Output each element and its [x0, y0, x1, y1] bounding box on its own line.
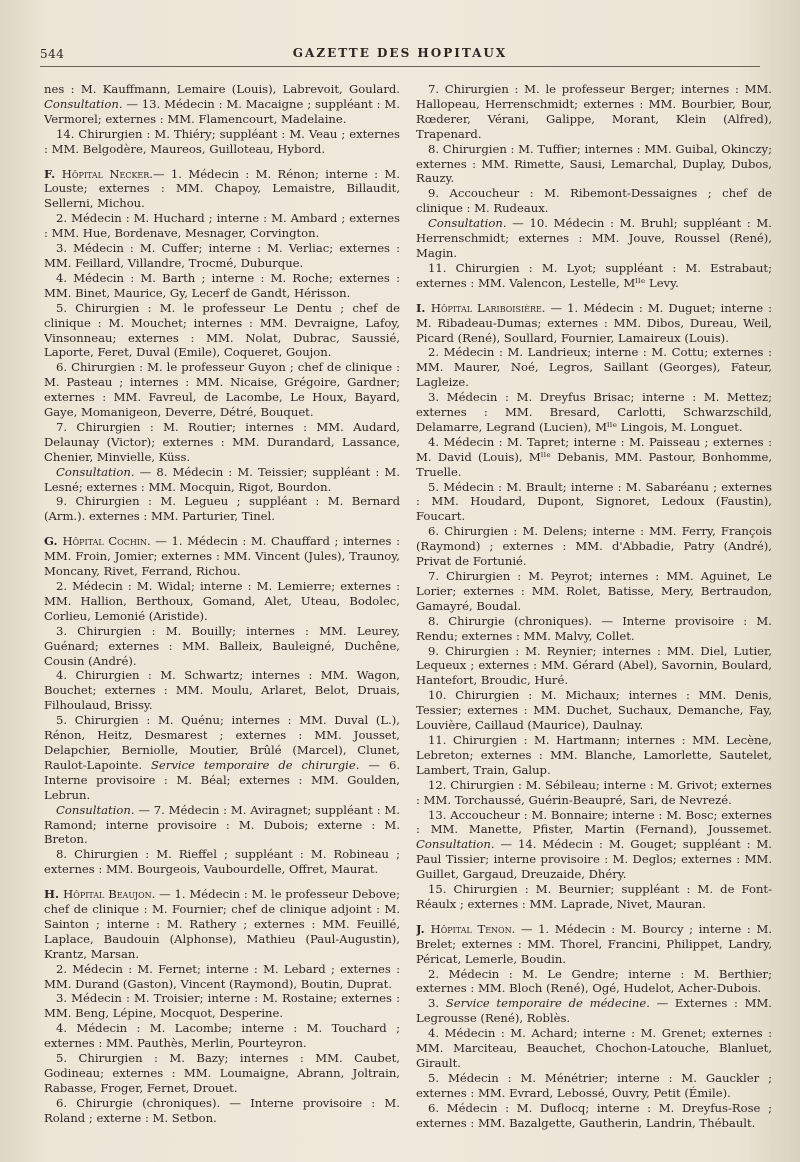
paragraph [416, 435, 772, 480]
text-run: 4. Médecin : M. Tapret; interne : M. Paisseau ; externes : M. David (Louis), Mˡˡᵉ Debanis, MM. Pastour, Bonhomme, Truelle. [416, 434, 772, 479]
paragraph [416, 808, 772, 883]
text-run: — 10. Médecin : M. Bruhl; suppléant : M. Herrenschmidt; externes : MM. Jouve, Roussel (René), Magin. [416, 216, 772, 260]
paragraph [416, 1026, 772, 1071]
italic-text: Consultation. [416, 837, 495, 852]
paragraph [416, 569, 772, 614]
italic-text: Service temporaire de chirurgie. [150, 757, 360, 772]
paragraph [416, 301, 772, 346]
text-run: — 13. Médecin : M. Macaigne ; suppléant : M. Vermorel; externes : MM. Flamencourt, Madelaine. [44, 96, 400, 126]
italic-text: Consultation. [56, 802, 135, 817]
text-run: — 1. Médecin : M. Chauffard ; internes : MM. Froin, Jomier; externes : MM. Vincent (Jules), Traunoy, Moncany, Rivet, Ferrand, Richou. [44, 534, 400, 579]
italic-text: Consultation. [56, 464, 135, 479]
text-run: — 1. Médecin : M. le professeur Debove; chef de clinique : M. Fournier; chef de clinique adjoint : M. Sainton ; interne : M. Rathery ; externes : MM. Feuillé, Laplace, Baudouin (Alphonse), Mathieu (Paul-Augustin), Krantz, Marsan. [44, 887, 400, 961]
text-run: 5. Médecin : M. Ménétrier; interne : M. Gauckler ; externes : MM. Evrard, Lebossé, Ouvry, Petit (Émile). [416, 1070, 772, 1100]
paragraph [44, 847, 400, 877]
text-run: 6. Chirurgien : M. Delens; interne : MM. Ferry, François (Raymond) ; externes : MM. d'Abbadie, Patry (André), Privat de Fortunié. [416, 524, 772, 569]
text-run: 3. Médecin : M. Cuffer; interne : M. Verliac; externes : MM. Feillard, Villandre, Trocmé, Duburque. [44, 241, 400, 270]
page-header [40, 44, 760, 67]
section-letter: F. [44, 166, 62, 181]
paragraph [416, 480, 772, 525]
paragraph [416, 996, 772, 1026]
text-run: 2. Médecin : M. Landrieux; interne : M. Cottu; externes : MM. Maurer, Noé, Legros, Saillant (Georges), Fateur, Lagleize. [416, 345, 772, 390]
text-run: 15. Chirurgien : M. Beurnier; suppléant : M. de Font-Réaulx ; externes : MM. Laprade, Nivet, Mauran. [416, 882, 772, 911]
paragraph [416, 1071, 772, 1101]
text-run: 2. Médecin : M. Le Gendre; interne : M. Berthier; externes : MM. Bloch (René), Ogé, Hudelot, Acher-Dubois. [416, 966, 772, 996]
text-run: 12. Chirurgien : M. Sébileau; interne : M. Grivot; externes : MM. Torchaussé, Guérin-Beaupré, Sari, de Nevrezé. [416, 777, 772, 807]
left-column [44, 82, 400, 1142]
paragraph [44, 962, 400, 992]
paragraph [416, 922, 772, 967]
paragraph [44, 1051, 400, 1096]
paragraph [416, 614, 772, 644]
text-run: — 14. Médecin : M. Gouget; suppléant : M. Paul Tissier; interne provisoire : M. Deglos; externes : MM. Guillet, Gargaud, Dreuzaide, Dhéry. [416, 837, 772, 882]
hospital-name: Hôpital Necker. [61, 166, 153, 181]
text-run: 6. Chirurgie (chroniques). — Interne provisoire : M. Roland ; externe : M. Setbon. [44, 1095, 400, 1125]
text-run: 5. Chirurgien : M. Bazy; internes : MM. Caubet, Godineau; externes : MM. Loumaigne, Abrann, Joltrain, Rabasse, Froger, Fernet, Drouet. [44, 1051, 400, 1095]
paragraph [44, 241, 400, 271]
paragraph [416, 345, 772, 390]
italic-text: Consultation. [44, 96, 123, 111]
hospital-name: Hôpital Lariboisière. [430, 300, 546, 315]
text-run: 8. Chirurgien : M. Rieffel ; suppléant : M. Robineau ; externes : MM. Bourgeois, Vaubourdelle, Offret, Maurat. [44, 847, 400, 877]
paragraph [44, 1021, 400, 1051]
paragraph [416, 1101, 772, 1131]
text-run: 3. Médecin : M. Dreyfus Brisac; interne : M. Mettez; externes : MM. Bresard, Carlotti, Schwarzschild, Delamarre, Legrand (Lucien), Mˡˡᵉ Lingois, M. Longuet. [416, 390, 772, 434]
text-run: — 7. Médecin : M. Aviragnet; suppléant : M. Ramond; interne provisoire : M. Dubois; externe : M. Breton. [44, 802, 400, 847]
text-run: 2. Médecin : M. Widal; interne : M. Lemierre; externes : MM. Hallion, Berthoux, Gomand, Alet, Uteau, Bodolec, Corlieu, Lemonié (Aristide). [44, 579, 400, 623]
text-run: 8. Chirurgie (chroniques). — Interne provisoire : M. Rendu; externes : MM. Malvy, Collet. [416, 613, 772, 643]
paragraph [44, 420, 400, 465]
paragraph [416, 216, 772, 261]
italic-text: Consultation. [428, 216, 507, 231]
text-run: 3. [428, 996, 446, 1011]
paragraph [416, 733, 772, 778]
text-run: 4. Médecin : M. Barth ; interne : M. Roche; externes : MM. Binet, Maurice, Gy, Lecerf de Gandt, Hérisson. [44, 270, 400, 300]
text-run: 13. Accoucheur : M. Bonnaire; interne : M. Bosc; externes : MM. Manette, Pfister, Martin (Fernand), Joussemet. [416, 807, 772, 837]
paragraph [44, 803, 400, 848]
text-run: 9. Accoucheur : M. Ribemont-Dessaignes ; chef de clinique : M. Rudeaux. [416, 186, 772, 216]
text-columns [44, 82, 772, 1142]
paragraph [44, 82, 400, 127]
paragraph [44, 713, 400, 802]
italic-text: Service temporaire de médecine. [445, 996, 650, 1011]
text-run: — 1. Médecin : M. Duguet; interne : M. Ribadeau-Dumas; externes : MM. Dibos, Dureau, Weil, Picard (René), Soullard, Fournier, Lamaireux (Louis). [416, 300, 772, 345]
paragraph [416, 524, 772, 569]
paragraph [44, 211, 400, 241]
paragraph [416, 142, 772, 187]
text-run: 11. Chirurgien : M. Hartmann; internes : MM. Lecène, Lebreton; externes : MM. Blanche, Lamorlette, Sautelet, Lambert, Train, Galup. [416, 732, 772, 777]
section-letter: H. [44, 887, 64, 902]
paragraph [44, 465, 400, 495]
text-run: 3. Médecin : M. Troisier; interne : M. Rostaine; externes : MM. Beng, Lépine, Mocquot, Desperine. [44, 991, 400, 1021]
paragraph [416, 688, 772, 733]
text-run: 2. Médecin : M. Huchard ; interne : M. Ambard ; externes : MM. Hue, Bordenave, Mesnager, Corvington. [44, 211, 400, 241]
text-run: nes : M. Kauffmann, Lemaire (Louis), Labrevoit, Goulard. [44, 82, 400, 96]
section-letter: J. [416, 921, 431, 936]
text-run: — 1. Médecin : M. Rénon; interne : M. Louste; externes : MM. Chapoy, Lemaistre, Billaudit, Sellerni, Michou. [44, 166, 400, 211]
text-run: 6. Médecin : M. Duflocq; interne : M. Dreyfus-Rose ; externes : MM. Bazalgette, Gautherin, Landrin, Thébault. [416, 1100, 772, 1130]
text-run: 9. Chirurgien : M. Legueu ; suppléant : M. Bernard (Arm.). externes : MM. Parturier, Tinel. [44, 494, 400, 524]
paragraph [44, 271, 400, 301]
text-run: — 1. Médecin : M. Bourcy ; interne : M. Brelet; externes : MM. Thorel, Francini, Philippet, Landry, Péricat, Lemerle, Boudin. [416, 921, 772, 966]
hospital-name: Hôpital Beaujon. [63, 887, 156, 902]
text-run: 7. Chirurgien : M. Routier; internes : MM. Audard, Delaunay (Victor); externes : MM. Durandard, Lassance, Chenier, Minvielle, Küss. [44, 419, 400, 464]
paragraph [44, 579, 400, 624]
text-run: 8. Chirurgien : M. Tuffier; internes : MM. Guibal, Okinczy; externes : MM. Rimette, Sausi, Lemarchal, Duplay, Dubos, Rauzy. [416, 141, 772, 186]
hospital-name: Hôpital Cochin. [62, 534, 151, 549]
paragraph [44, 494, 400, 524]
paragraph [416, 778, 772, 808]
text-run: 7. Chirurgien : M. Peyrot; internes : MM. Aguinet, Le Lorier; externes : MM. Rolet, Batisse, Mery, Bertraudon, Gamayré, Boudal. [416, 569, 772, 613]
text-run: 14. Chirurgien : M. Thiéry; suppléant : M. Veau ; externes : MM. Belgodère, Maureos, Guilloteau, Hybord. [44, 126, 400, 156]
paragraph [44, 668, 400, 713]
journal-title: GAZETTE DES HOPITAUX [292, 46, 508, 60]
paragraph [44, 534, 400, 579]
text-run: 6. Chirurgien : M. le professeur Guyon ; chef de clinique : M. Pasteau ; internes : MM. Nicaise, Grégoire, Gardner; externes : MM. Favreul, de Lacombe, Le Houx, Bayard, Gaye, Momanigeon, Deverre, Détré, Bouquet. [44, 360, 400, 420]
paragraph [416, 882, 772, 912]
text-run: — Externes : MM. Legrousse (René), Roblès. [416, 996, 772, 1026]
text-run: 5. Chirurgien : M. le professeur Le Dentu ; chef de clinique : M. Mouchet; internes : MM. Devraigne, Lafoy, Vinsonneau; externes : MM. Nolat, Dubrac, Saussié, Laporte, Feret, Duval (Emile), Coqueret, Goujon. [44, 300, 400, 360]
paragraph [416, 390, 772, 435]
text-run: 4. Médecin : M. Achard; interne : M. Grenet; externes : MM. Marciteau, Beauchet, Chochon-Latouche, Blanluet, Girault. [416, 1026, 772, 1070]
paragraph [416, 82, 772, 142]
paragraph [416, 967, 772, 997]
paragraph [416, 644, 772, 689]
text-run: 7. Chirurgien : M. le professeur Berger; internes : MM. Hallopeau, Herrenschmidt; externes : MM. Bourbier, Bour, Rœderer, Vérani, Galippe, Morant, Klein (Alfred), Trapenard. [416, 82, 772, 141]
paragraph [44, 887, 400, 962]
hospital-name: Hôpital Tenon. [430, 921, 516, 936]
paragraph [44, 991, 400, 1021]
text-run: 5. Chirurgien : M. Quénu; internes : MM. Duval (L.), Rénon, Heitz, Desmarest ; externes : MM. Jousset, Delapchier, Berniolle, Moutier, Brûlé (Marcel), Clunet, Raulot-Lapointe. [44, 713, 400, 772]
text-run: 4. Chirurgien : M. Schwartz; internes : MM. Wagon, Bouchet; externes : MM. Moulu, Arlaret, Belot, Druais, Filhoulaud, Brissy. [44, 668, 400, 713]
paragraph [44, 624, 400, 669]
text-run: 4. Médecin : M. Lacombe; interne : M. Touchard ; externes : MM. Pauthès, Merlin, Pourteyron. [44, 1021, 400, 1051]
right-column [416, 82, 772, 1142]
section-letter: I. [416, 300, 431, 315]
text-run: — 8. Médecin : M. Teissier; suppléant : M. Lesné; externes : MM. Mocquin, Rigot, Bourdon. [44, 464, 400, 494]
text-run: 2. Médecin : M. Fernet; interne : M. Lebard ; externes : MM. Durand (Gaston), Vincent (Raymond), Boutin, Duprat. [44, 961, 400, 991]
paragraph [416, 186, 772, 216]
paragraph [44, 167, 400, 212]
text-run: 11. Chirurgien : M. Lyot; suppléant : M. Estrabaut; externes : MM. Valencon, Lestelle, Mˡˡᵉ Levy. [416, 260, 772, 290]
paragraph [44, 301, 400, 361]
text-run: 9. Chirurgien : M. Reynier; internes : MM. Diel, Lutier, Lequeux ; externes : MM. Gérard (Abel), Savornin, Boulard, Hantefort, Broudic, Huré. [416, 643, 772, 688]
text-run: 3. Chirurgien : M. Bouilly; internes : MM. Leurey, Guénard; externes : MM. Balleix, Bauleigné, Duchêne, Cousin (André). [44, 623, 400, 668]
paragraph [416, 261, 772, 291]
paragraph [44, 127, 400, 157]
section-letter: G. [44, 534, 63, 549]
paragraph [44, 360, 400, 420]
text-run: — 6. Interne provisoire : M. Béal; externes : MM. Goulden, Lebrun. [44, 757, 400, 802]
text-run: 5. Médecin : M. Brault; interne : M. Sabaréanu ; externes : MM. Houdard, Dupont, Signoret, Ledoux (Faustin), Foucart. [416, 479, 772, 524]
paragraph [44, 1096, 400, 1126]
text-run: 10. Chirurgien : M. Michaux; internes : MM. Denis, Tessier; externes : MM. Duchet, Suchaux, Demanche, Fay, Louvière, Caillaud (Maurice), Daulnay. [416, 688, 772, 733]
page-number: 544 [40, 47, 65, 61]
